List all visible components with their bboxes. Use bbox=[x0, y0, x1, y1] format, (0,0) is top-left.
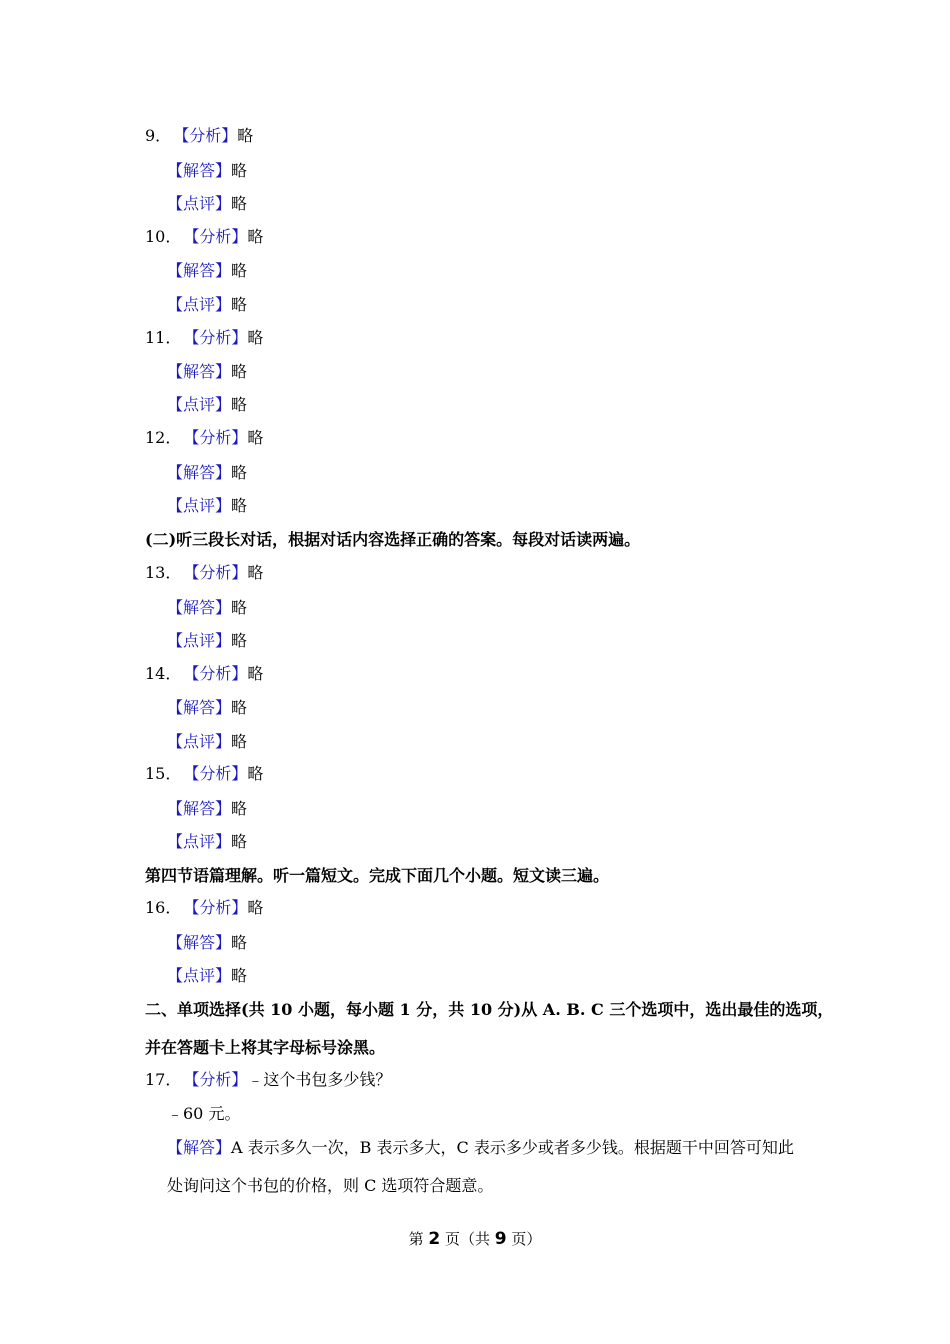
analysis-tag: 【分析】 bbox=[181, 126, 238, 145]
question-14-comment bbox=[167, 731, 247, 753]
question-11-comment bbox=[167, 394, 247, 416]
analysis-tag: 【分析】 bbox=[191, 664, 248, 683]
question-13-answer bbox=[167, 597, 247, 619]
omitted-text: 略 bbox=[247, 898, 264, 917]
comment-tag: 【点评】 bbox=[167, 832, 232, 851]
answer-tag: 【解答】 bbox=[167, 161, 232, 180]
omitted-text: 略 bbox=[231, 966, 248, 985]
comment-tag: 【点评】 bbox=[167, 395, 232, 414]
omitted-text: 略 bbox=[231, 463, 248, 482]
analysis-text: ﹣这个书包多少钱？ bbox=[247, 1070, 392, 1089]
omitted-text: 略 bbox=[231, 295, 248, 314]
answer-tag: 【解答】 bbox=[167, 933, 232, 952]
question-14-answer bbox=[167, 697, 247, 719]
question-number: 13． bbox=[145, 563, 182, 582]
omitted-text: 略 bbox=[247, 563, 264, 582]
question-number: 11． bbox=[145, 328, 182, 347]
omitted-text: 略 bbox=[231, 362, 248, 381]
question-15-analysis bbox=[145, 763, 263, 785]
omitted-text: 略 bbox=[231, 631, 248, 650]
question-13-comment bbox=[167, 630, 247, 652]
question-9-analysis bbox=[145, 125, 253, 147]
question-number: 15． bbox=[145, 764, 182, 783]
omitted-text: 略 bbox=[231, 496, 248, 515]
footer-suffix: 页） bbox=[506, 1230, 542, 1248]
omitted-text: 略 bbox=[231, 598, 248, 617]
comment-tag: 【点评】 bbox=[167, 732, 232, 751]
question-17-answer bbox=[167, 1137, 794, 1159]
omitted-text: 略 bbox=[231, 161, 248, 180]
question-number: 16． bbox=[145, 898, 182, 917]
question-13-analysis bbox=[145, 562, 263, 584]
question-number: 12． bbox=[145, 428, 182, 447]
omitted-text: 略 bbox=[237, 126, 254, 145]
footer-middle: 页（共 bbox=[440, 1230, 495, 1248]
omitted-text: 略 bbox=[231, 194, 248, 213]
part-2-heading-line-1: 二、单项选择(共 10 小题，每小题 1 分，共 10 分)从 A. B. C 三个选项中，选出最佳的选项， bbox=[145, 1000, 834, 1019]
comment-tag: 【点评】 bbox=[167, 966, 232, 985]
omitted-text: 略 bbox=[247, 428, 264, 447]
omitted-text: 略 bbox=[231, 261, 248, 280]
comment-tag: 【点评】 bbox=[167, 496, 232, 515]
analysis-tag: 【分析】 bbox=[191, 328, 248, 347]
question-number: 10． bbox=[145, 227, 182, 246]
answer-tag: 【解答】 bbox=[167, 598, 232, 617]
analysis-tag: 【分析】 bbox=[191, 227, 248, 246]
answer-tag: 【解答】 bbox=[167, 362, 232, 381]
part-2-heading-line-2: 并在答题卡上将其字母标号涂黑。 bbox=[145, 1038, 386, 1057]
omitted-text: 略 bbox=[247, 328, 264, 347]
answer-tag: 【解答】 bbox=[167, 261, 232, 280]
omitted-text: 略 bbox=[231, 395, 248, 414]
answer-text: A 表示多久一次，B 表示多大，C 表示多少或者多少钱。根据题干中回答可知此 bbox=[231, 1138, 794, 1157]
question-10-answer bbox=[167, 260, 247, 282]
comment-tag: 【点评】 bbox=[167, 295, 232, 314]
question-number: 9． bbox=[145, 126, 172, 145]
omitted-text: 略 bbox=[231, 832, 248, 851]
footer-prefix: 第 bbox=[408, 1230, 429, 1248]
question-11-analysis bbox=[145, 327, 263, 349]
comment-tag: 【点评】 bbox=[167, 194, 232, 213]
question-number: 14． bbox=[145, 664, 182, 683]
question-16-analysis bbox=[145, 897, 263, 919]
section-heading-passage: 第四节语篇理解。听一篇短文。完成下面几个小题。短文读三遍。 bbox=[145, 866, 610, 885]
analysis-tag: 【分析】 bbox=[191, 764, 248, 783]
question-17-analysis bbox=[145, 1069, 391, 1091]
question-11-answer bbox=[167, 361, 247, 383]
question-12-answer bbox=[167, 462, 247, 484]
total-page-count: 9 bbox=[494, 1229, 507, 1249]
answer-tag: 【解答】 bbox=[167, 463, 232, 482]
answer-tag: 【解答】 bbox=[167, 698, 232, 717]
analysis-tag: 【分析】 bbox=[191, 898, 248, 917]
analysis-tag: 【分析】 bbox=[191, 428, 248, 447]
answer-tag: 【解答】 bbox=[167, 1138, 232, 1157]
answer-tag: 【解答】 bbox=[167, 799, 232, 818]
comment-tag: 【点评】 bbox=[167, 631, 232, 650]
question-15-comment bbox=[167, 831, 247, 853]
question-number: 17． bbox=[145, 1070, 182, 1089]
omitted-text: 略 bbox=[231, 732, 248, 751]
question-12-analysis bbox=[145, 427, 263, 449]
current-page-number: 2 bbox=[428, 1229, 441, 1249]
question-12-comment bbox=[167, 495, 247, 517]
omitted-text: 略 bbox=[247, 664, 264, 683]
analysis-tag: 【分析】 bbox=[191, 563, 248, 582]
question-17-reply: ﹣60 元。 bbox=[167, 1104, 241, 1123]
question-17-answer-continued: 处询问这个书包的价格，则 C 选项符合题意。 bbox=[167, 1176, 494, 1195]
analysis-tag: 【分析】 bbox=[191, 1070, 248, 1089]
question-9-answer bbox=[167, 160, 247, 182]
omitted-text: 略 bbox=[231, 799, 248, 818]
page-footer bbox=[0, 1228, 950, 1249]
question-15-answer bbox=[167, 798, 247, 820]
omitted-text: 略 bbox=[247, 764, 264, 783]
omitted-text: 略 bbox=[231, 698, 248, 717]
question-9-comment bbox=[167, 193, 247, 215]
question-10-comment bbox=[167, 294, 247, 316]
question-14-analysis bbox=[145, 663, 263, 685]
section-heading-dialogues: (二)听三段长对话，根据对话内容选择正确的答案。每段对话读两遍。 bbox=[145, 530, 641, 549]
omitted-text: 略 bbox=[247, 227, 264, 246]
question-16-comment bbox=[167, 965, 247, 987]
omitted-text: 略 bbox=[231, 933, 248, 952]
question-10-analysis bbox=[145, 226, 263, 248]
question-16-answer bbox=[167, 932, 247, 954]
